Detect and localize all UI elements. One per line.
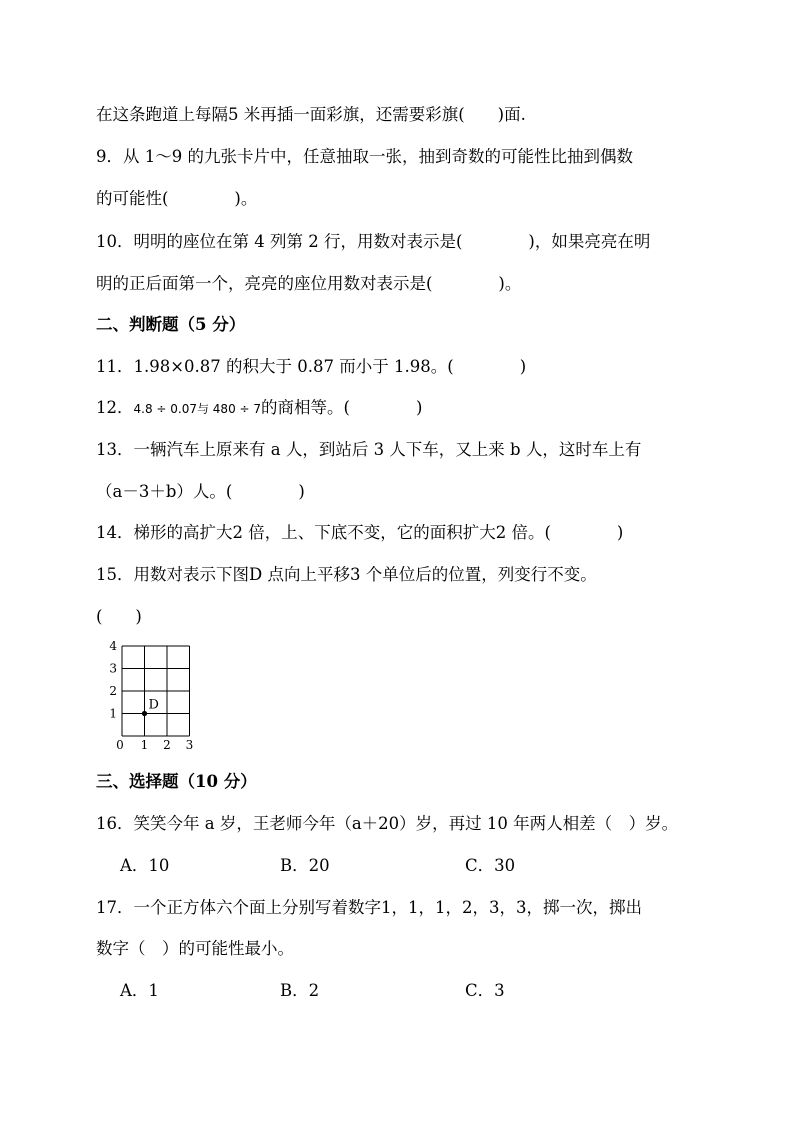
point-d-marker [142,711,147,716]
q14: 14．梯形的高扩大2 倍，上、下底不变，它的面积扩大2 倍。( ) [96,523,624,542]
x-axis-tick-label: 0 [116,738,124,752]
q15-blank: ( ) [96,607,142,626]
q17-line1: 17．一个正方体六个面上分别写着数字1，1，1，2，3，3，掷一次，掷出 [96,898,642,917]
q17-option-a[interactable]: A．1 [120,981,159,1000]
q13-line1: 13．一辆汽车上原来有 a 人，到站后 3 人下车，又上来 b 人，这时车上有 [96,440,642,459]
q9-line1: 9．从 1～9 的九张卡片中，任意抽取一张，抽到奇数的可能性比抽到偶数 [96,147,633,166]
q10-line1: 10．明明的座位在第 4 列第 2 行，用数对表示是( )，如果亮亮在明 [96,232,651,251]
x-axis-tick-label: 1 [140,738,149,752]
q8-continuation: 在这条跑道上每隔5 米再插一面彩旗，还需要彩旗( )面. [96,105,526,124]
q16-option-c[interactable]: C．30 [465,856,516,875]
q12 [96,397,422,420]
q17-option-b[interactable]: B．2 [280,981,320,1000]
q16: 16．笑笑今年 a 岁，王老师今年（a＋20）岁，再过 10 年两人相差（ ）岁。 [96,814,679,833]
y-axis-tick-label: 2 [109,684,117,698]
q16-option-b[interactable]: B．20 [280,856,330,875]
q12-expression: 4.8 ÷ 0.07与 480 ÷ 7 [133,402,262,416]
coordinate-grid-figure [104,640,204,755]
q12-number: 12． [96,398,134,417]
q12-text: 的商相等。( ) [261,398,423,417]
q16-option-a[interactable]: A．10 [120,856,170,875]
point-d-label: D [148,697,159,713]
q17-line2: 数字（ ）的可能性最小。 [96,939,294,958]
x-axis-tick-label: 3 [185,738,194,752]
q17-option-c[interactable]: C．3 [465,981,505,1000]
y-axis-tick-label: 1 [109,706,117,721]
y-axis-tick-label: 4 [109,640,117,653]
q15: 15．用数对表示下图D 点向上平移3 个单位后的位置，列变行不变。 [96,565,597,584]
q9-line2: 的可能性( )。 [96,189,258,208]
x-axis-tick-label: 2 [163,738,171,752]
q10-line2: 明的正后面第一个，亮亮的座位用数对表示是( )。 [96,274,522,293]
y-axis-tick-label: 3 [109,661,117,676]
q11: 11．1.98×0.87 的积大于 0.87 而小于 1.98。( ) [96,357,527,376]
q13-line2: （a－3＋b）人。( ) [96,482,305,501]
section-3-title: 三、选择题（10 分） [96,772,257,791]
section-2-title: 二、判断题（5 分） [96,315,246,334]
